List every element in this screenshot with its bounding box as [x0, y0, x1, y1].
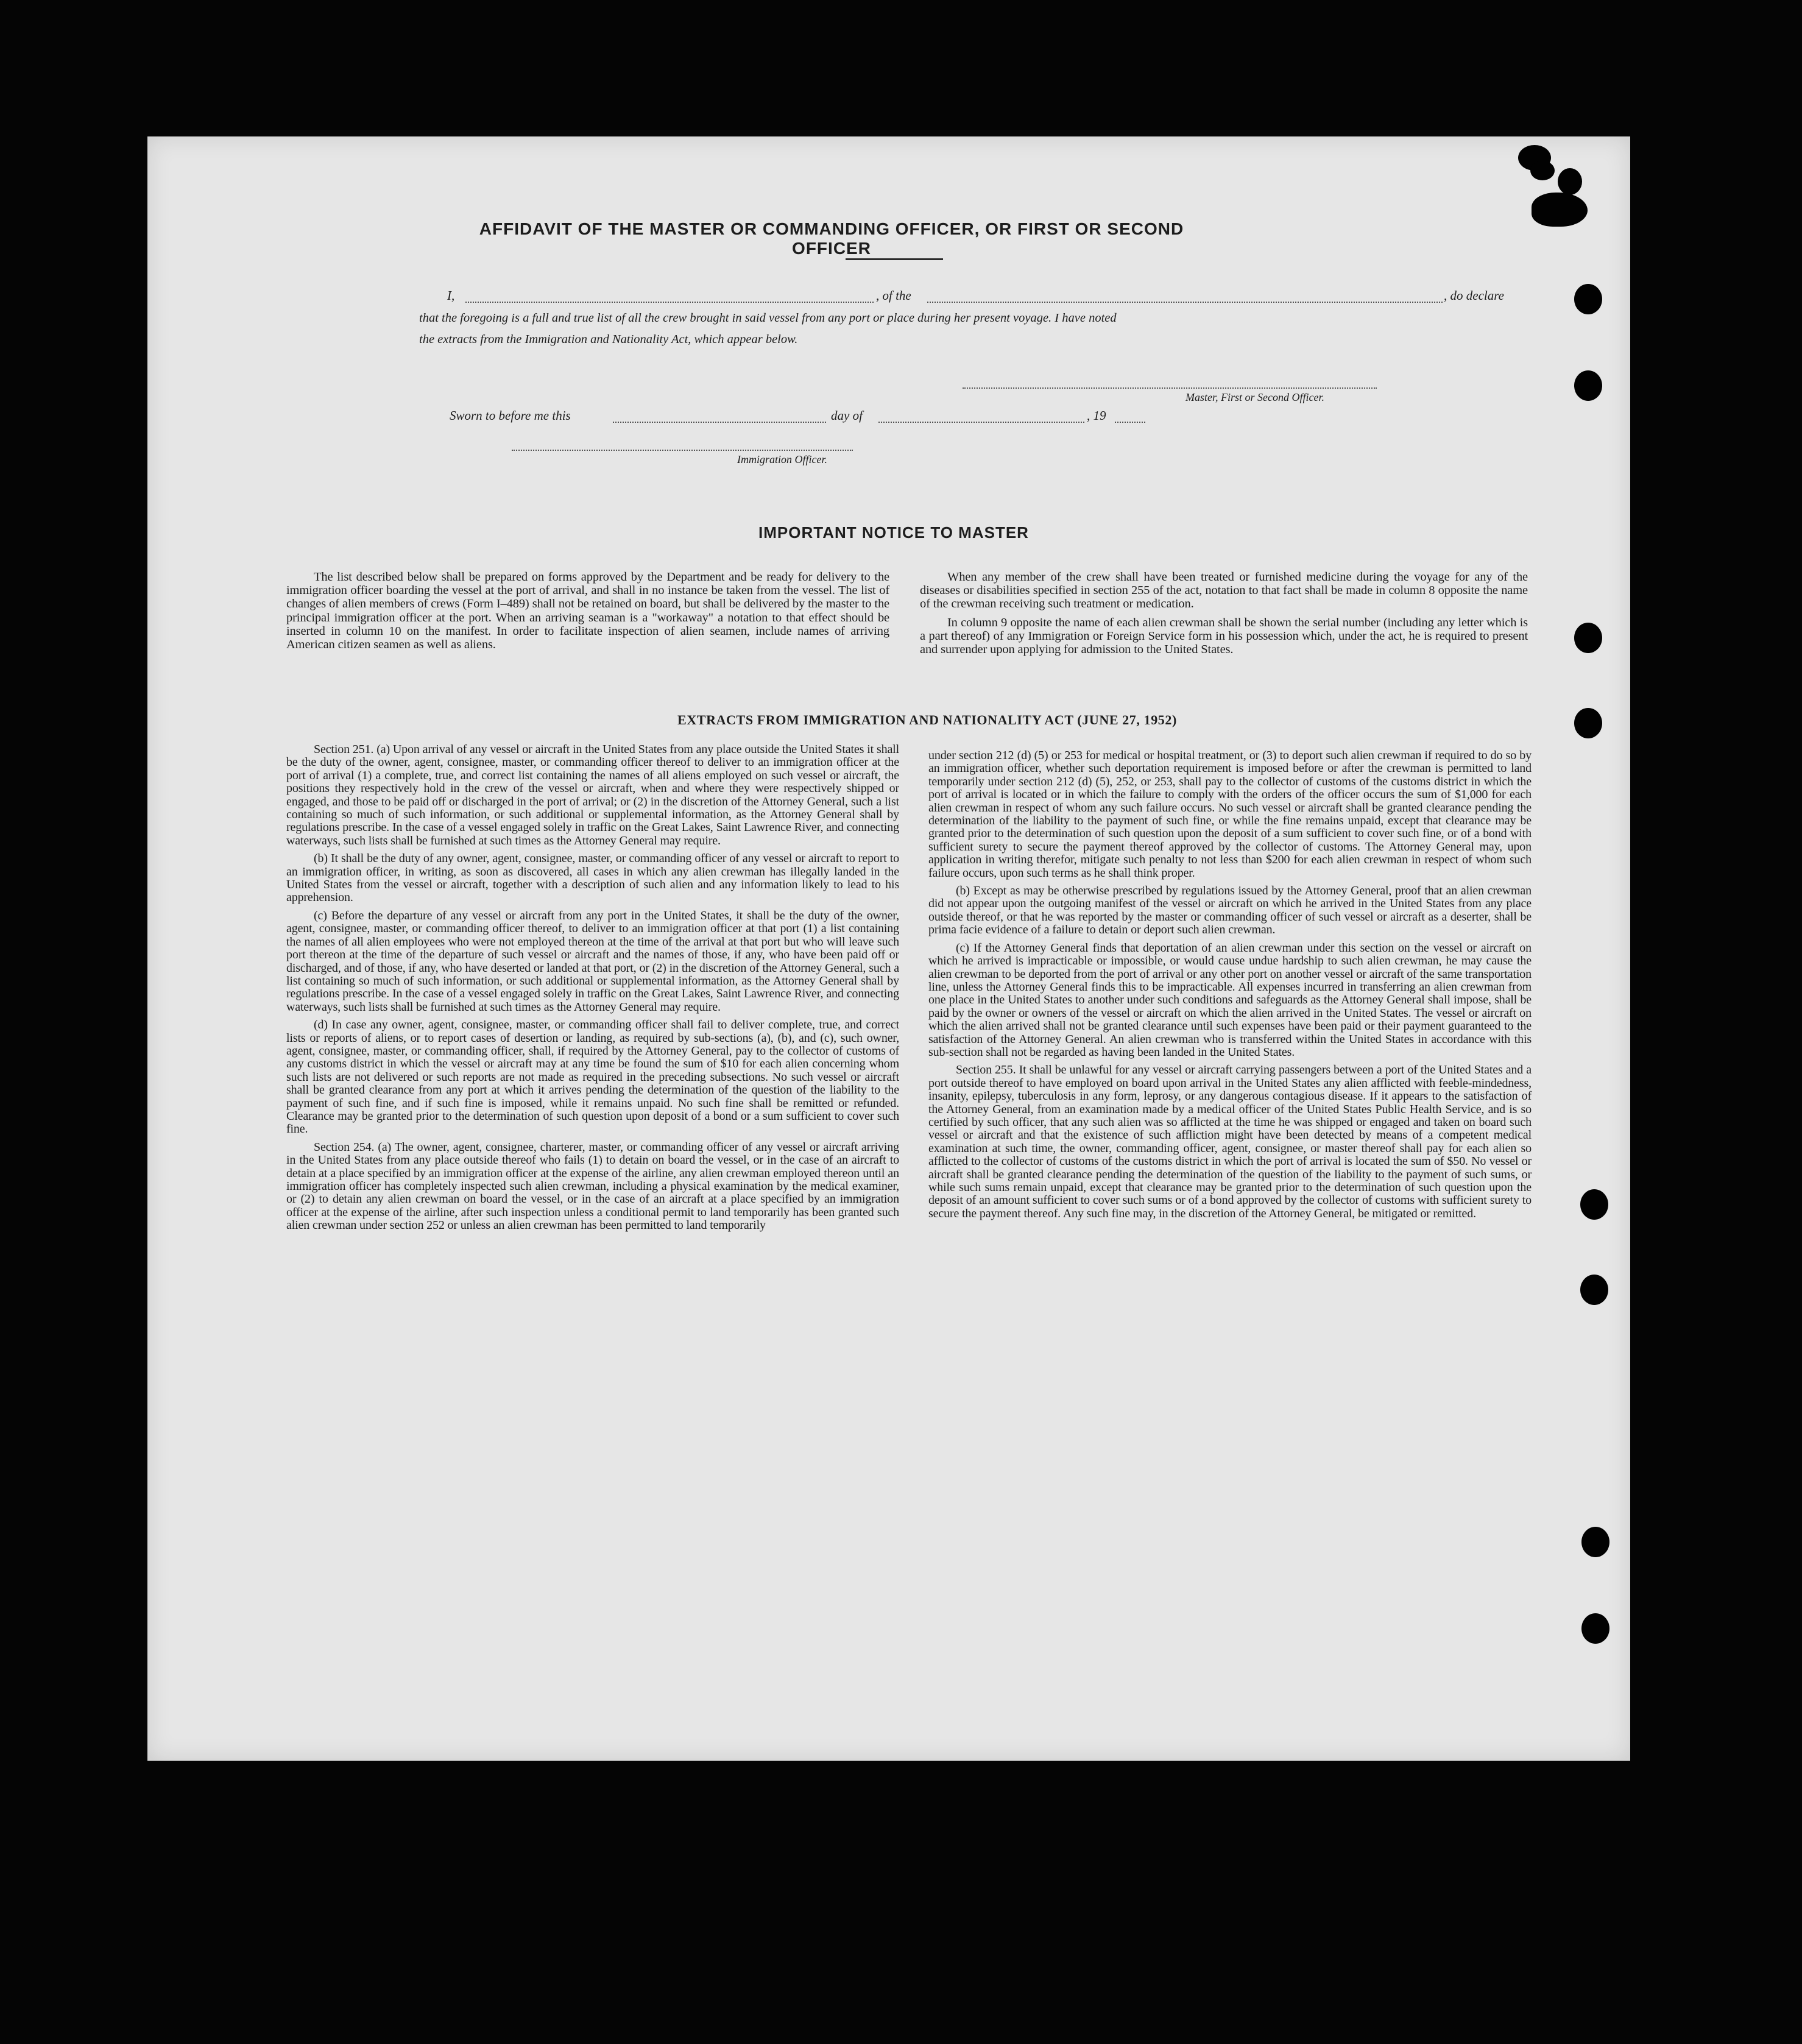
- ink-blot: [1532, 193, 1588, 227]
- notice-right-paragraph-2: In column 9 opposite the name of each alien crewman shall be shown the serial number (including any letter which is a part thereof) of any Immigration or Foreign Service form in his possession which, under the act, he is required to present and surrender upon applying for admission to the United States.: [920, 615, 1528, 657]
- master-caption: Master, First or Second Officer.: [1185, 391, 1324, 403]
- notice-right-column: [920, 570, 1528, 661]
- sworn-month-blank: [878, 422, 1084, 423]
- sworn-prefix: Sworn to before me this: [450, 408, 571, 423]
- punch-hole: [1580, 1275, 1608, 1305]
- extract-paragraph: Section 254. (a) The owner, agent, consignee, charterer, master, or commanding officer of any vessel or aircraft arriving in the United States from any place outside thereof who fails (1) to detain on board the vessel, or in the case of an aircraft to detain at a place specified by an immigration officer at the expense of the airline, any alien crewman employed thereon until an immigration officer has completely inspected such alien crewman, including a physical examination by the medical examiner, or (2) to detain any alien crewman on board the vessel, or in the case of an aircraft at a place specified by an immigration officer at the expense of the airline, after such inspection unless a conditional permit to land temporarily has been granted such alien crewman under section 252 or unless an alien crewman has been permitted to land temporarily: [286, 1140, 899, 1232]
- extract-paragraph: (d) In case any owner, agent, consignee, master, or commanding officer shall fail to deliver complete, true, and correct lists or reports of aliens, or to report cases of desertion or landing, as required by sub-sections (a), (b), and (c), such owner, agent, consignee, master, or commanding officer, shall, if required by the Attorney General, pay to the collector of customs of any customs district in which the vessel or aircraft may at any time be found the sum of $10 for each alien concerning whom such lists are not delivered or such reports are not made as required in the preceding subsections. No such vessel or aircraft shall be granted clearance from any port at which it arrives pending the determination of the question of the liability to the payment of such fine, and if such fine is imposed, while it remains unpaid. No such fine shall be remitted or refunded. Clearance may be granted prior to the determination of such question upon deposit of a bond or a sum sufficient to cover such fine.: [286, 1018, 899, 1136]
- notice-left-column: [286, 570, 889, 656]
- officer-signature-line: [512, 450, 853, 451]
- extract-paragraph: (c) Before the departure of any vessel or aircraft from any port in the United States, it shall be the duty of the owner, agent, consignee, master, or commanding officer thereof, to deliver to an immigration officer at that port (1) a list containing the names of all alien employees who were not employed thereon at the time of the arrival at that port but who will leave such port thereon at the time of the departure of such vessel or aircraft and the names of those, if any, who have been paid off or discharged, and of those, if any, who have deserted or landed at that port, or (2) in the discretion of the Attorney General, such a list containing so much of such information, or such additional or supplemental information, as the Attorney General shall by regulations prescribe. In the case of a vessel engaged solely in traffic on the Great Lakes, Saint Lawrence River, and connecting waterways, such lists shall be furnished at such times as the Attorney General may require.: [286, 908, 899, 1014]
- extracts-title: EXTRACTS FROM IMMIGRATION AND NATIONALITY ACT (JUNE 27, 1952): [677, 712, 1177, 727]
- punch-hole: [1574, 284, 1602, 314]
- sworn-year-blank: [1115, 422, 1145, 423]
- ink-blot: [1530, 161, 1555, 180]
- extract-paragraph: (c) If the Attorney General finds that deportation of an alien crewman under this section on the vessel or aircraft on which he arrived is impracticable or impossible, or would cause undue hardship to such alien crewman, he may cause the alien crewman to be deported from the port of arrival or any other port on another vessel or aircraft of the same transportation line, unless the Attorney General finds this to be impracticable. All expenses incurred in transferring an alien crewman from one place in the United States to another under such conditions and safeguards as the Attorney General shall impose, shall be paid by the owner or owners of the vessel or aircraft on which the alien arrived in the United States. The vessel or aircraft on which the alien arrived shall not be granted clearance until such expenses have been paid or their payment guaranteed to the satisfaction of the Attorney General. An alien crewman who is transferred within the United States in accordance with this sub-section shall not be regarded as having been landed in the United States.: [928, 941, 1532, 1059]
- punch-hole: [1574, 623, 1602, 653]
- statement-line-2: the extracts from the Immigration and Nationality Act, which appear below.: [419, 333, 798, 346]
- notice-right-paragraph-1: When any member of the crew shall have been treated or furnished medicine during the voyage for any of the diseases or disabilities specified in section 255 of the act, notation to that fact shall be made in column 8 opposite the name of the crewman receiving such treatment or medication.: [920, 570, 1528, 611]
- document-page: [147, 136, 1630, 1761]
- officer-caption: Immigration Officer.: [737, 453, 827, 465]
- sworn-date-blank: [613, 422, 826, 423]
- extract-paragraph: under section 212 (d) (5) or 253 for medical or hospital treatment, or (3) to deport such alien crewman if required to do so by an immigration officer, whether such deportation requirement is imposed before or after the crewman is permitted to land temporarily under section 212 (d) (5), 252, or 253, shall pay to the collector of customs of the customs district in which the port of arrival is located or in which the failure to comply with the orders of the officer occurs the sum of $1,000 for each alien crewman in respect of whom any such failure occurs. No such vessel or aircraft shall be granted clearance pending the determination of the liability to the payment of such fine, or while the fine remains unpaid, except that clearance may be granted prior to the determination of such question upon the deposit of a sum sufficient to cover such fine, or of a bond with sufficient surety to secure the payment thereof approved by the collector of customs. The Attorney General may, upon application in writing therefor, mitigate such penalty to not less than $200 for each alien crewman in respect of whom such failure occurs, upon such terms as he shall think proper.: [928, 749, 1532, 880]
- extract-paragraph: Section 251. (a) Upon arrival of any vessel or aircraft in the United States from any place outside the United States it shall be the duty of the owner, agent, consignee, master, or commanding officer thereof to deliver to an immigration officer at the port of arrival (1) a complete, true, and correct list containing the names of all aliens employed on such vessel or aircraft, the positions they respectively hold in the crew of the vessel or aircraft, when and where they were respectively shipped or engaged, and those to be paid off or discharged in the port of arrival; or (2) in the discretion of the Attorney General, such a list containing so much of such information, or such additional or supplemental information, as the Attorney General shall by regulations prescribe. In the case of a vessel engaged solely in traffic on the Great Lakes, Saint Lawrence River, and connecting waterways, such lists shall be furnished at such times as the Attorney General may require.: [286, 743, 899, 847]
- statement-line-1: that the foregoing is a full and true list of all the crew brought in said vessel from any port or place during her present voyage. I have noted: [419, 311, 1117, 325]
- punch-hole: [1574, 370, 1602, 401]
- extract-paragraph: (b) Except as may be otherwise prescribed by regulations issued by the Attorney General, proof that an alien crewman did not appear upon the outgoing manifest of the vessel or aircraft on which he arrived in the United States from any place outside thereof, or that he was reported by the master or commanding officer of such vessel or aircraft as a deserter, shall be prima facie evidence of a failure to detain or deport such alien crewman.: [928, 884, 1532, 937]
- declare-of-the: , of the: [876, 288, 911, 303]
- extracts-right-column: [928, 749, 1532, 1225]
- declare-i: I,: [447, 288, 455, 303]
- declare-do-declare: , do declare: [1444, 288, 1504, 303]
- extract-paragraph: (b) It shall be the duty of any owner, agent, consignee, master, or commanding officer of any vessel or aircraft to report to an immigration officer, in writing, as soon as discovered, all cases in which any alien crewman has illegally landed in the United States from the vessel or aircraft, together with a description of such alien and any information likely to lead to his apprehension.: [286, 852, 899, 905]
- notice-title: IMPORTANT NOTICE TO MASTER: [758, 523, 1029, 542]
- punch-hole: [1580, 1189, 1608, 1220]
- punch-hole: [1574, 708, 1602, 738]
- vessel-blank: [927, 302, 1443, 303]
- master-signature-line: [963, 387, 1377, 389]
- sworn-day-of: day of: [831, 408, 863, 423]
- punch-hole: [1581, 1613, 1609, 1644]
- extracts-left-column: [286, 743, 899, 1237]
- title-rule: [846, 258, 943, 260]
- extract-paragraph: Section 255. It shall be unlawful for any vessel or aircraft carrying passengers between a port of the United States and a port outside thereof to have employed on board upon arrival in the United States any alien afflicted with feeble-mindedness, insanity, epilepsy, tuberculosis in any form, leprosy, or any dangerous contagious disease. If it appears to the satisfaction of the Attorney General, from an examination made by a medical officer of the United States Public Health Service, and is so certified by such officer, that any such alien was so afflicted at the time he was shipped or engaged and taken on board such vessel or aircraft and that the existence of such affliction might have been detected by means of a competent medical examination at such time, the owner, commanding officer, agent, consignee, or master thereof shall pay for each alien so afflicted to the collector of customs of the customs district in which the port of arrival is located the sum of $50. No vessel or aircraft shall be granted clearance pending the determination of the question of the liability to the payment of such sums, or while such sums remain unpaid, except that clearance may be granted prior to the determination of such question upon the deposit of an amount sufficient to cover such sums or of a bond approved by the collector of customs with sufficient surety to secure the payment thereof. Any such fine may, in the discretion of the Attorney General, be mitigated or remitted.: [928, 1063, 1532, 1220]
- punch-hole: [1581, 1527, 1609, 1557]
- ink-blot: [1558, 168, 1582, 195]
- notice-left-paragraph: The list described below shall be prepared on forms approved by the Department and be ready for delivery to the immigration officer boarding the vessel at the port of arrival, and shall in no instance be taken from the vessel. The list of changes of alien members of crews (Form I–489) shall not be retained on board, but shall be delivered by the master to the principal immigration officer at the port. When an arriving seaman is a "workaway" a notation to that effect should be inserted in column 10 on the manifest. In order to facilitate inspection of alien seamen, include names of arriving American citizen seamen as well as aliens.: [286, 570, 889, 652]
- name-blank: [465, 302, 874, 303]
- affidavit-title: AFFIDAVIT OF THE MASTER OR COMMANDING OFFICER, OR FIRST OR SECOND OFFICER: [479, 219, 1184, 258]
- sworn-year: , 19: [1087, 408, 1106, 423]
